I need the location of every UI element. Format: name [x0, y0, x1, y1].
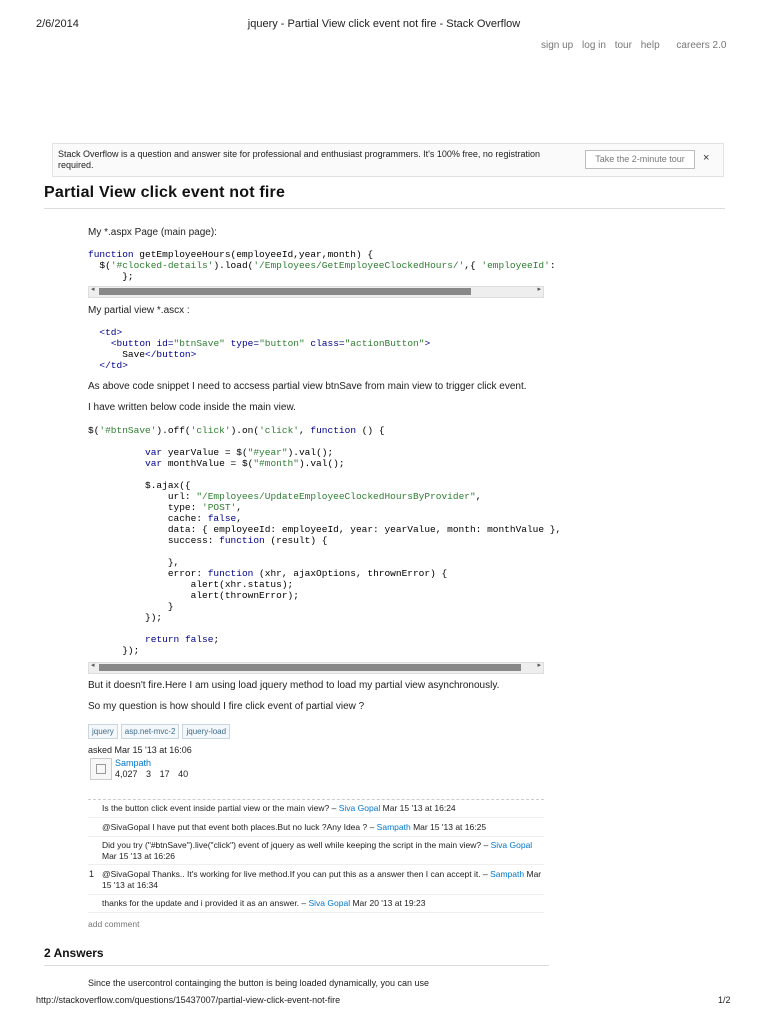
careers-link[interactable]: careers 2.0 — [676, 40, 727, 51]
user-name-link[interactable]: Sampath — [115, 758, 152, 768]
tag-jquery-load[interactable]: jquery-load — [182, 724, 230, 739]
code-block-1: function getEmployeeHours(employeeId,year,month) { $('#clocked-details').load('/Employees/GetEmployeeClockedHours/',{ 'employeeId': }; — [88, 249, 556, 282]
log-in-link[interactable]: log in — [582, 40, 606, 51]
answers-divider — [44, 965, 549, 966]
comment-time[interactable]: Mar 15 '13 at 16:26 — [102, 851, 175, 861]
scroll-thumb[interactable] — [99, 664, 521, 671]
question-paragraph: As above code snippet I need to accsess partial view btnSave from main view to trigger click event. — [88, 381, 527, 392]
gold-badge-count: 3 — [146, 769, 152, 779]
silver-badge-count: 17 — [159, 769, 170, 779]
tour-button[interactable]: Take the 2-minute tour — [585, 150, 695, 169]
comment-item — [88, 822, 544, 834]
comment-item — [88, 840, 544, 864]
comment-divider — [88, 864, 544, 865]
comment-user-link[interactable]: Siva Gopal — [490, 840, 533, 850]
close-icon[interactable]: × — [703, 152, 710, 164]
asked-timestamp: asked Mar 15 '13 at 16:06 — [88, 745, 192, 755]
comment-time[interactable]: Mar 15 '13 at 16:34 — [102, 869, 542, 890]
comment-user-link[interactable]: Sampath — [490, 869, 525, 879]
scroll-thumb[interactable] — [99, 288, 471, 295]
comment-divider — [88, 912, 544, 913]
comment-item — [88, 898, 544, 910]
question-paragraph: My *.aspx Page (main page): — [88, 227, 217, 238]
comment-divider — [88, 817, 544, 818]
top-nav — [541, 40, 732, 51]
comment-user-link[interactable]: Siva Gopal — [338, 803, 381, 813]
scroll-left-icon[interactable]: ◂ — [91, 662, 95, 669]
print-title: jquery - Partial View click event not fire - Stack Overflow — [247, 18, 521, 30]
print-page-number: 1/2 — [718, 995, 731, 1005]
reputation-score: 4,027 — [115, 769, 138, 779]
print-date: 2/6/2014 — [36, 18, 79, 30]
code-scrollbar-1[interactable] — [88, 286, 544, 298]
comment-text: thanks for the update and i provided it as an answer. – — [102, 898, 309, 908]
bronze-badge-count: 40 — [178, 769, 189, 779]
code-block-2: <td> <button id="btnSave" type="button" class="actionButton"> Save</button> </td> — [99, 327, 431, 371]
title-divider — [44, 208, 725, 209]
comment-item — [88, 869, 544, 893]
comment-time[interactable]: Mar 15 '13 at 16:25 — [413, 822, 487, 832]
tour-link[interactable]: tour — [614, 40, 632, 51]
scroll-right-icon[interactable]: ▸ — [537, 662, 541, 669]
avatar[interactable] — [90, 758, 112, 780]
comment-user-link[interactable]: Sampath — [376, 822, 411, 832]
code-scrollbar-3[interactable] — [88, 662, 544, 674]
comment-score: 1 — [89, 869, 95, 879]
comment-text: Is the button click event inside partial view or the main view? – — [102, 803, 339, 813]
tag-jquery[interactable]: jquery — [88, 724, 118, 739]
answers-heading: 2 Answers — [44, 946, 104, 960]
question-paragraph: So my question is how should I fire click event of partial view ? — [88, 701, 365, 712]
help-link[interactable]: help — [640, 40, 660, 51]
tag-asp-net-mvc-2[interactable]: asp.net-mvc-2 — [121, 724, 180, 739]
question-title[interactable]: Partial View click event not fire — [44, 184, 286, 201]
tag-list — [88, 721, 233, 739]
welcome-notice — [52, 143, 724, 177]
comment-time[interactable]: Mar 15 '13 at 16:24 — [382, 803, 456, 813]
code-block-3: $('#btnSave').off('click').on('click', function () { var yearValue = $("#year").val(); var monthValue = $("#month").val(); $.ajax({ url: "/Employees/UpdateEmployeeClockedHoursByProvider", type: 'POST', cache: false, data: { employeeId: employeeId, year: yearValue, month: monthValue }, success: function (result) { }, error: function (xhr, ajaxOptions, thrownError) { alert(xhr.status); alert(thrownError); } }); return false; }); — [88, 425, 562, 656]
comment-item — [88, 803, 544, 815]
scroll-left-icon[interactable]: ◂ — [91, 286, 95, 293]
comment-text: @SivaGopal Thanks.. It's working for live method.If you can put this as a answer then I can accept it. – — [102, 869, 491, 879]
add-comment-link[interactable]: add comment — [88, 919, 140, 929]
question-paragraph: I have written below code inside the main view. — [88, 402, 296, 413]
comment-divider — [88, 836, 544, 837]
comment-text: @SivaGopal I have put that event both places.But no luck ?Any Idea ? – — [102, 822, 377, 832]
comment-user-link[interactable]: Siva Gopal — [308, 898, 351, 908]
notice-text: Stack Overflow is a question and answer site for professional and enthusiast programmers. It's 100% free, no registration required. — [58, 149, 540, 170]
comments-divider — [88, 799, 544, 800]
user-reputation — [115, 769, 188, 779]
scroll-right-icon[interactable]: ▸ — [537, 286, 541, 293]
answer-text: Since the usercontrol containging the button is being loaded dynamically, you can use — [88, 978, 430, 988]
print-footer-url: http://stackoverflow.com/questions/15437007/partial-view-click-event-not-fire — [36, 995, 341, 1005]
comment-text: Did you try ("#btnSave").live("click") event of jquery as well while keeping the script in the main view? – — [102, 840, 491, 850]
comment-time[interactable]: Mar 20 '13 at 19:23 — [352, 898, 426, 908]
question-paragraph: But it doesn't fire.Here I am using load jquery method to load my partial view asynchronously. — [88, 680, 500, 691]
comment-divider — [88, 894, 544, 895]
sign-up-link[interactable]: sign up — [541, 40, 574, 51]
question-paragraph: My partial view *.ascx : — [88, 305, 190, 316]
